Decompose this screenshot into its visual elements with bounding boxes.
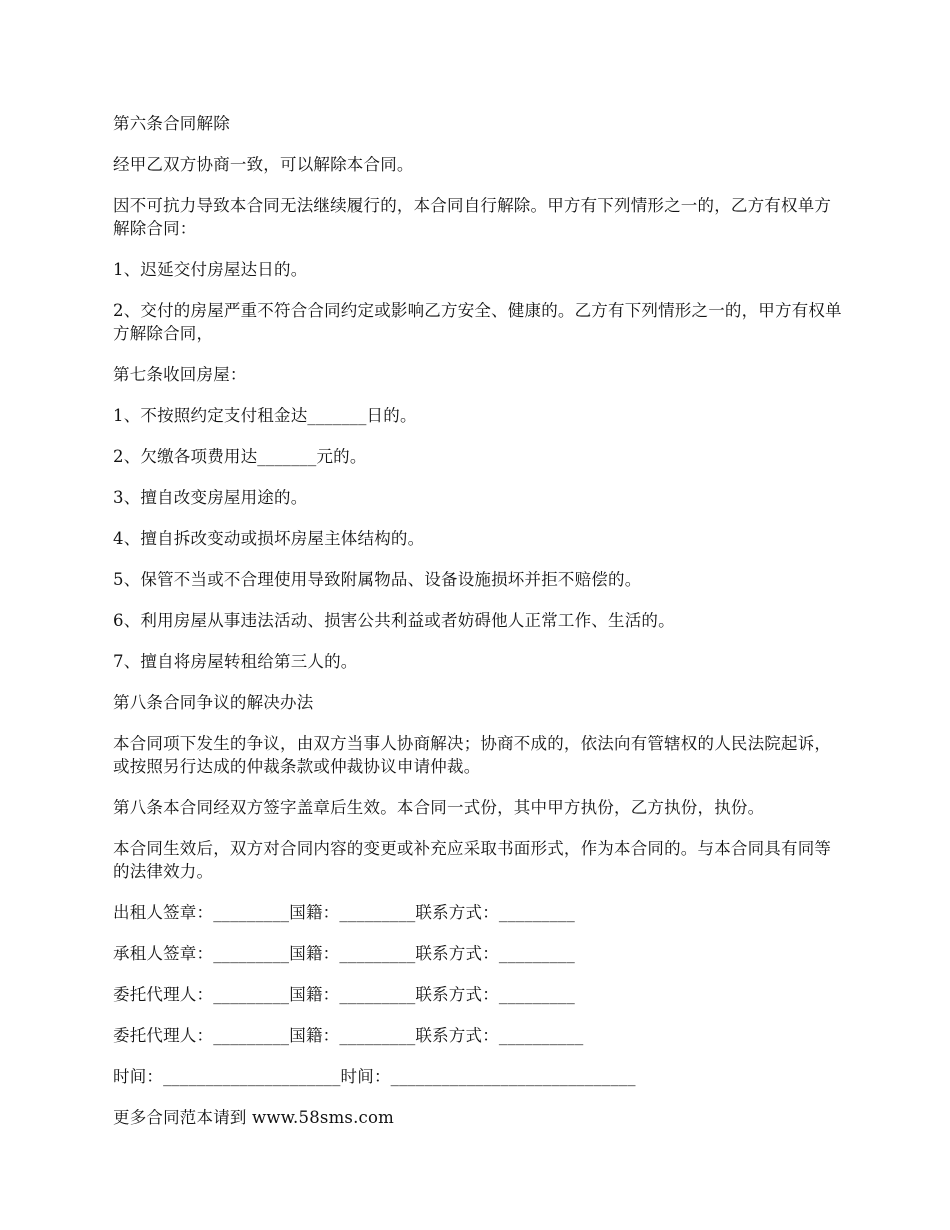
signature-line-agent: 委托代理人：_________国籍：_________联系方式：_________ [113,985,575,1004]
list-item: 6、利用房屋从事违法活动、损害公共利益或者妨碍他人正常工作、生活的。 [113,611,675,630]
signature-line-agent: 委托代理人：_________国籍：_________联系方式：__________ [113,1026,584,1045]
signature-line-time: 时间：_____________________时间：_____________________________ [113,1067,636,1086]
paragraph: 第八条本合同经双方签字盖章后生效。本合同一式份，其中甲方执份，乙方执份，执份。 [113,798,765,817]
document-page [113,112,843,1147]
footer-text: 更多合同范本请到 www.58sms.com [113,1108,394,1127]
list-item: 1、迟延交付房屋达日的。 [113,260,308,279]
section-heading-8: 第八条合同争议的解决办法 [113,693,314,712]
section-heading-6: 第六条合同解除 [113,114,230,133]
list-item: 2、交付的房屋严重不符合合同约定或影响乙方安全、健康的。乙方有下列情形之一的，甲方有权单方解除合同， [113,301,842,343]
section-heading-7: 第七条收回房屋： [113,365,247,384]
list-item: 3、擅自改变房屋用途的。 [113,488,308,507]
paragraph: 经甲乙双方协商一致，可以解除本合同。 [113,155,414,174]
paragraph: 因不可抗力导致本合同无法继续履行的，本合同自行解除。甲方有下列情形之一的，乙方有权单方解除合同： [113,196,832,238]
list-item: 1、不按照约定支付租金达_______日的。 [113,406,417,425]
list-item: 5、保管不当或不合理使用导致附属物品、设备设施损坏并拒不赔偿的。 [113,570,642,589]
list-item: 2、欠缴各项费用达_______元的。 [113,447,367,466]
signature-line-lessee: 承租人签章：_________国籍：_________联系方式：_________ [113,944,575,963]
list-item: 7、擅自将房屋转租给第三人的。 [113,652,358,671]
signature-line-lessor: 出租人签章：_________国籍：_________联系方式：_________ [113,903,575,922]
paragraph: 本合同生效后，双方对合同内容的变更或补充应采取书面形式，作为本合同的。与本合同具有同等的法律效力。 [113,839,832,881]
list-item: 4、擅自拆改变动或损坏房屋主体结构的。 [113,529,425,548]
paragraph: 本合同项下发生的争议，由双方当事人协商解决；协商不成的，依法向有管辖权的人民法院起诉，或按照另行达成的仲裁条款或仲裁协议申请仲裁。 [113,734,832,776]
